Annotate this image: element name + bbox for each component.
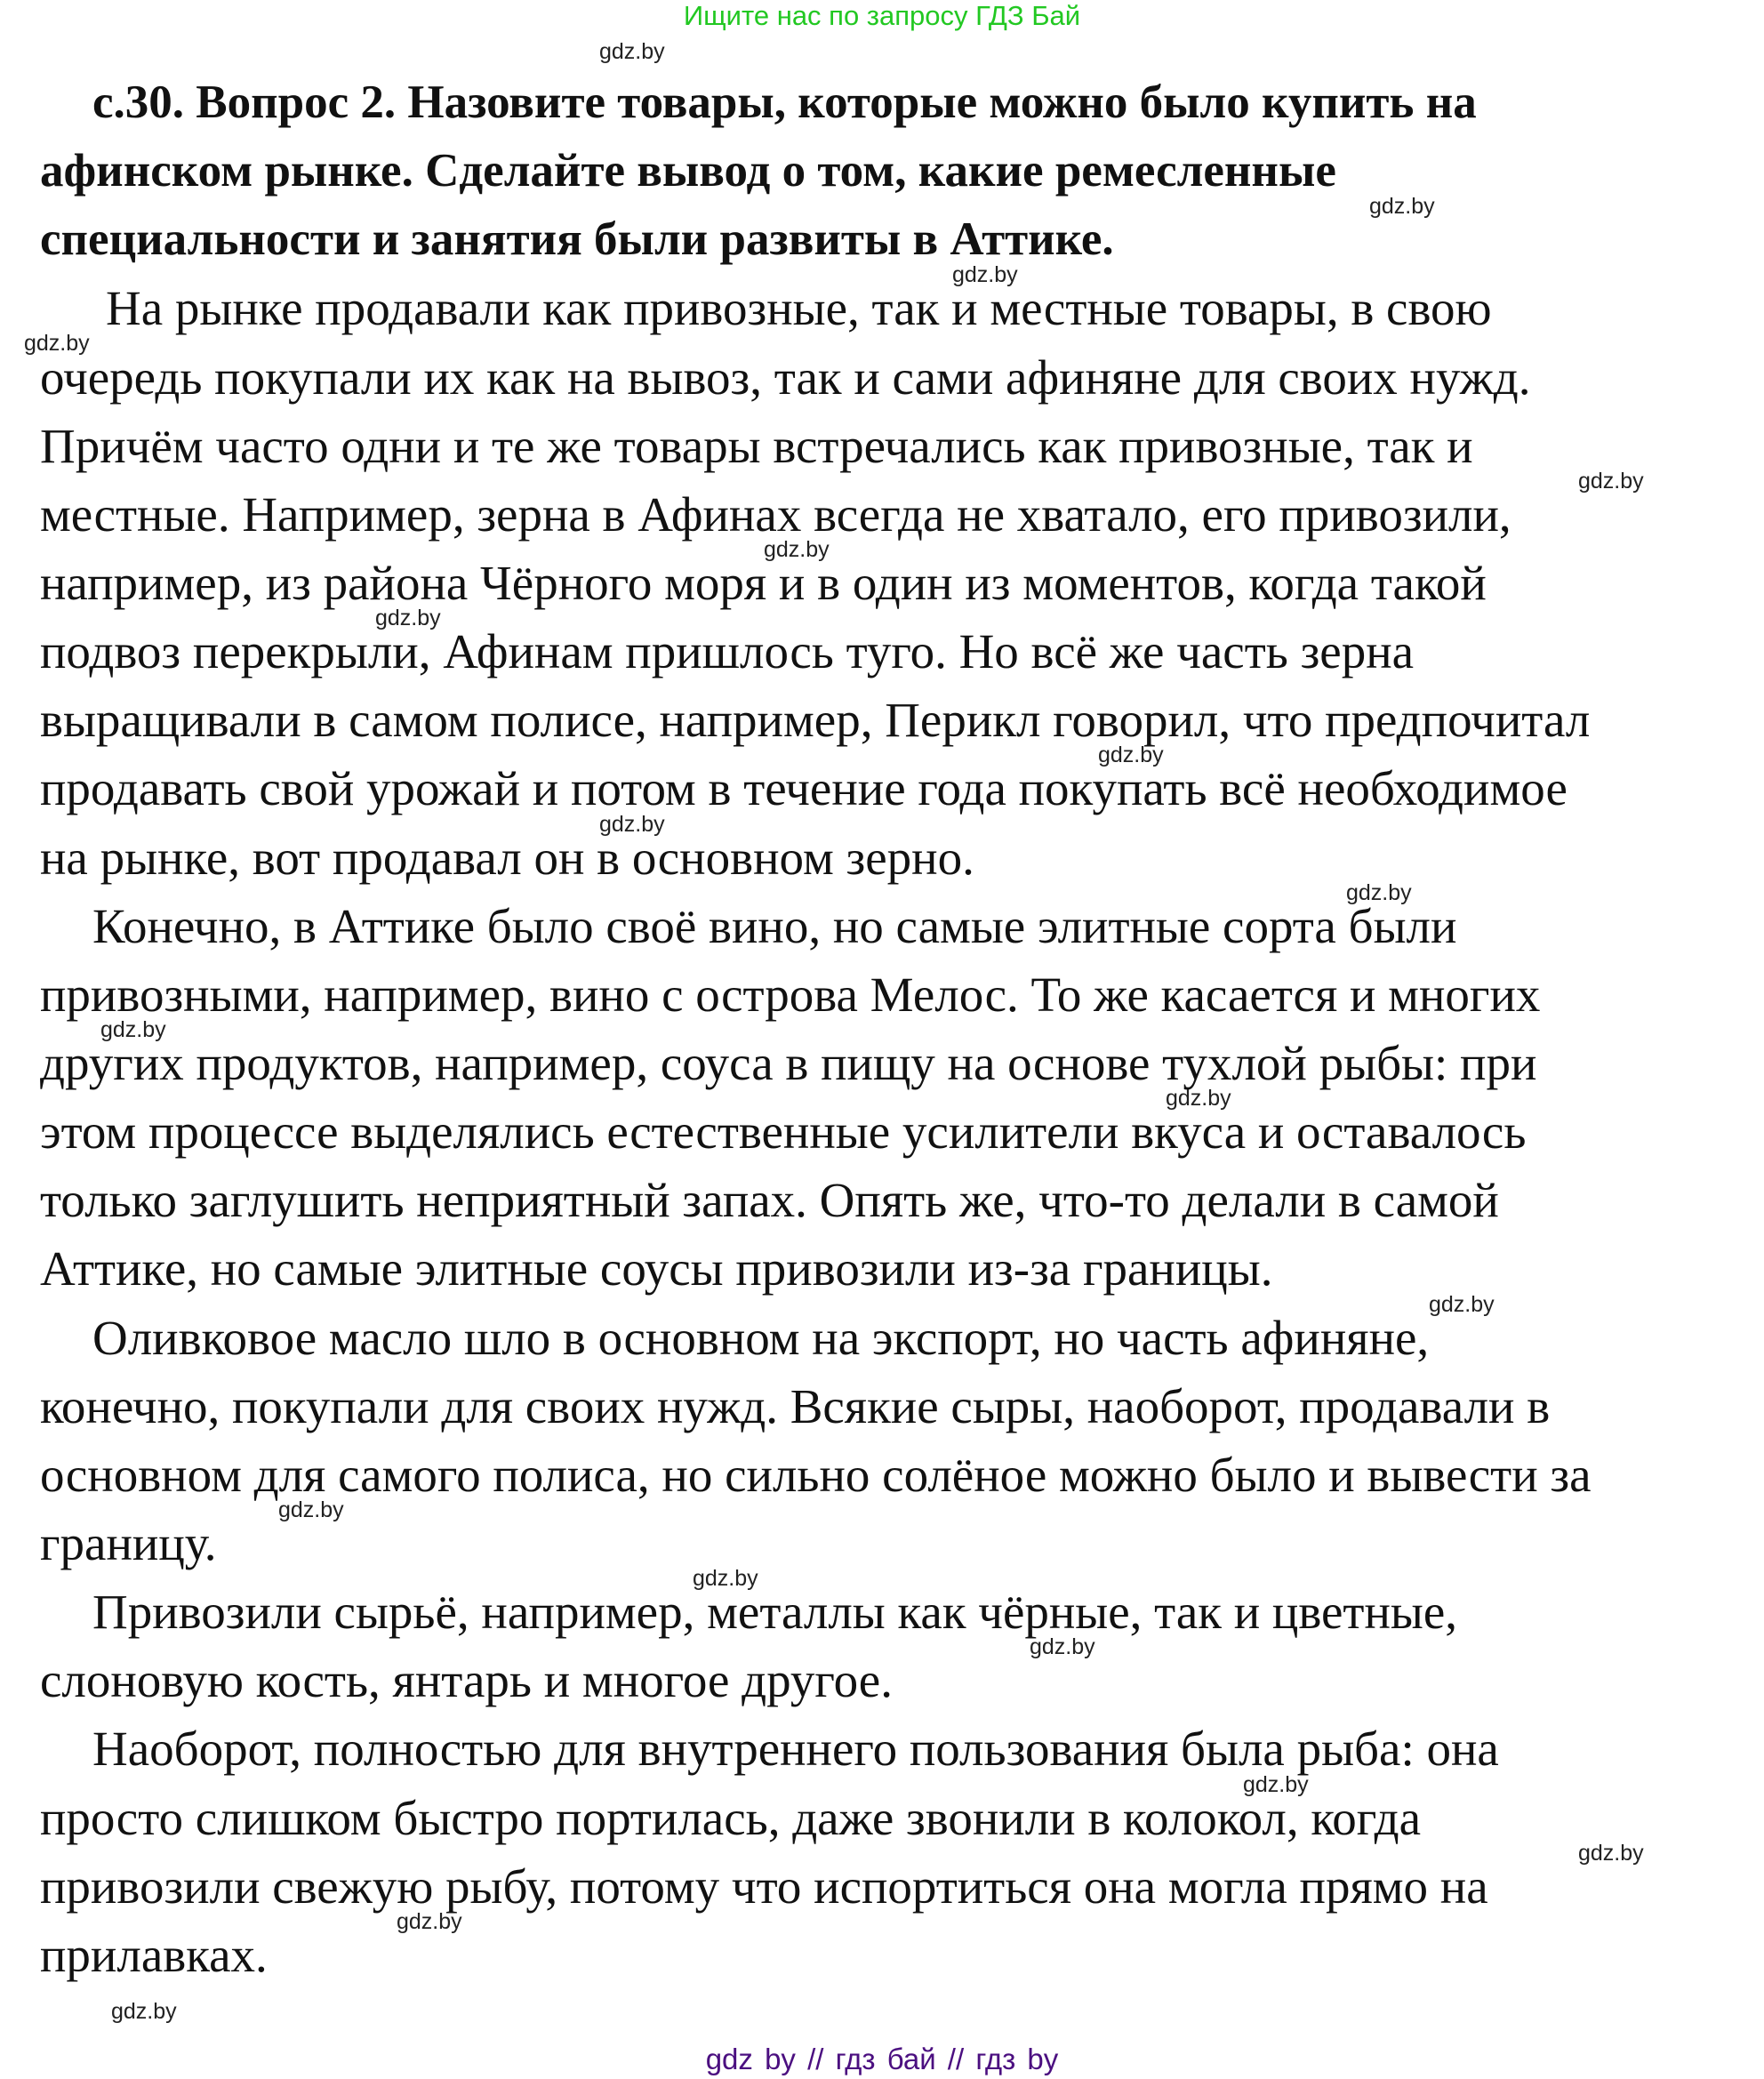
answer-line: Аттике, но самые элитные соусы привозили из-за границы. bbox=[40, 1241, 1273, 1296]
answer-line: прилавках. bbox=[40, 1927, 268, 1982]
answer-line: привозными, например, вино с острова Мелос. То же касается и многих bbox=[40, 967, 1541, 1022]
answer-line: привозили свежую рыбу, потому что испортиться она могла прямо на bbox=[40, 1858, 1488, 1914]
watermark: gdz.by bbox=[111, 1999, 177, 2024]
watermark: gdz.by bbox=[1429, 1292, 1495, 1317]
answer-line: других продуктов, например, соуса в пищу на основе тухлой рыбы: при bbox=[40, 1035, 1537, 1090]
watermark: gdz.by bbox=[764, 537, 830, 562]
question-title-line: специальности и занятия были развиты в Аттике. bbox=[40, 213, 1114, 266]
watermark: gdz.by bbox=[1098, 742, 1164, 767]
answer-line: на рынке, вот продавал он в основном зерно. bbox=[40, 830, 974, 885]
answer-line: слоновую кость, янтарь и многое другое. bbox=[40, 1653, 893, 1708]
answer-line: местные. Например, зерна в Афинах всегда не хватало, его привозили, bbox=[40, 486, 1511, 542]
watermark: gdz.by bbox=[1243, 1772, 1309, 1797]
answer-line: Оливковое масло шло в основном на экспорт, но часть афиняне, bbox=[92, 1310, 1430, 1365]
answer-line: этом процессе выделялись естественные усилители вкуса и оставалось bbox=[40, 1104, 1527, 1160]
watermark: gdz.by bbox=[1578, 1841, 1644, 1866]
search-banner: Ищите нас по запросу ГДЗ Бай bbox=[683, 0, 1081, 31]
answer-line: На рынке продавали как привозные, так и местные товары, в свою bbox=[106, 281, 1492, 336]
question-title-line: афинском рынке. Сделайте вывод о том, какие ремесленные bbox=[40, 145, 1336, 197]
watermark: gdz.by bbox=[24, 331, 90, 356]
footer-links: gdz by // гдз бай // гдз by bbox=[705, 2043, 1059, 2075]
watermark: gdz.by bbox=[397, 1909, 462, 1934]
watermark: gdz.by bbox=[1030, 1634, 1095, 1659]
answer-line: основном для самого полиса, но сильно солёное можно было и вывести за bbox=[40, 1447, 1592, 1502]
watermark: gdz.by bbox=[693, 1566, 758, 1591]
answer-line: подвоз перекрыли, Афинам пришлось туго. Но всё же часть зерна bbox=[40, 624, 1415, 679]
watermark: gdz.by bbox=[952, 262, 1018, 287]
answer-line: выращивали в самом полисе, например, Перикл говорил, что предпочитал bbox=[40, 693, 1591, 748]
answer-line: Конечно, в Аттике было своё вино, но самые элитные сорта были bbox=[92, 898, 1457, 953]
question-title-line: с.30. Вопрос 2. Назовите товары, которые можно было купить на bbox=[92, 76, 1477, 128]
watermark: gdz.by bbox=[278, 1497, 344, 1522]
answer-line: конечно, покупали для своих нужд. Всякие сыры, наоборот, продавали в bbox=[40, 1378, 1551, 1433]
watermark: gdz.by bbox=[1578, 469, 1644, 494]
answer-line: Наоборот, полностью для внутреннего пользования была рыба: она bbox=[92, 1722, 1499, 1777]
watermark: gdz.by bbox=[375, 606, 441, 630]
answer-line: границу. bbox=[40, 1515, 217, 1570]
answer-line: Привозили сырьё, например, металлы как чёрные, так и цветные, bbox=[92, 1585, 1458, 1640]
watermark: gdz.by bbox=[1166, 1086, 1231, 1111]
answer-text bbox=[40, 68, 1747, 1989]
watermark: gdz.by bbox=[599, 39, 665, 64]
answer-line: Причём часто одни и те же товары встречались как привозные, так и bbox=[40, 418, 1473, 473]
watermark: gdz.by bbox=[599, 812, 665, 837]
answer-line: только заглушить неприятный запах. Опять же, что-то делали в самой bbox=[40, 1173, 1499, 1228]
answer-line: просто слишком быстро портилась, даже звонили в колокол, когда bbox=[40, 1790, 1421, 1845]
answer-line: продавать свой урожай и потом в течение года покупать всё необходимое bbox=[40, 761, 1568, 816]
watermark: gdz.by bbox=[100, 1017, 166, 1042]
answer-line: например, из района Чёрного моря и в один из моментов, когда такой bbox=[40, 555, 1487, 610]
watermark: gdz.by bbox=[1346, 880, 1412, 905]
watermark: gdz.by bbox=[1369, 194, 1435, 219]
answer-line: очередь покупали их как на вывоз, так и сами афиняне для своих нужд. bbox=[40, 349, 1531, 405]
